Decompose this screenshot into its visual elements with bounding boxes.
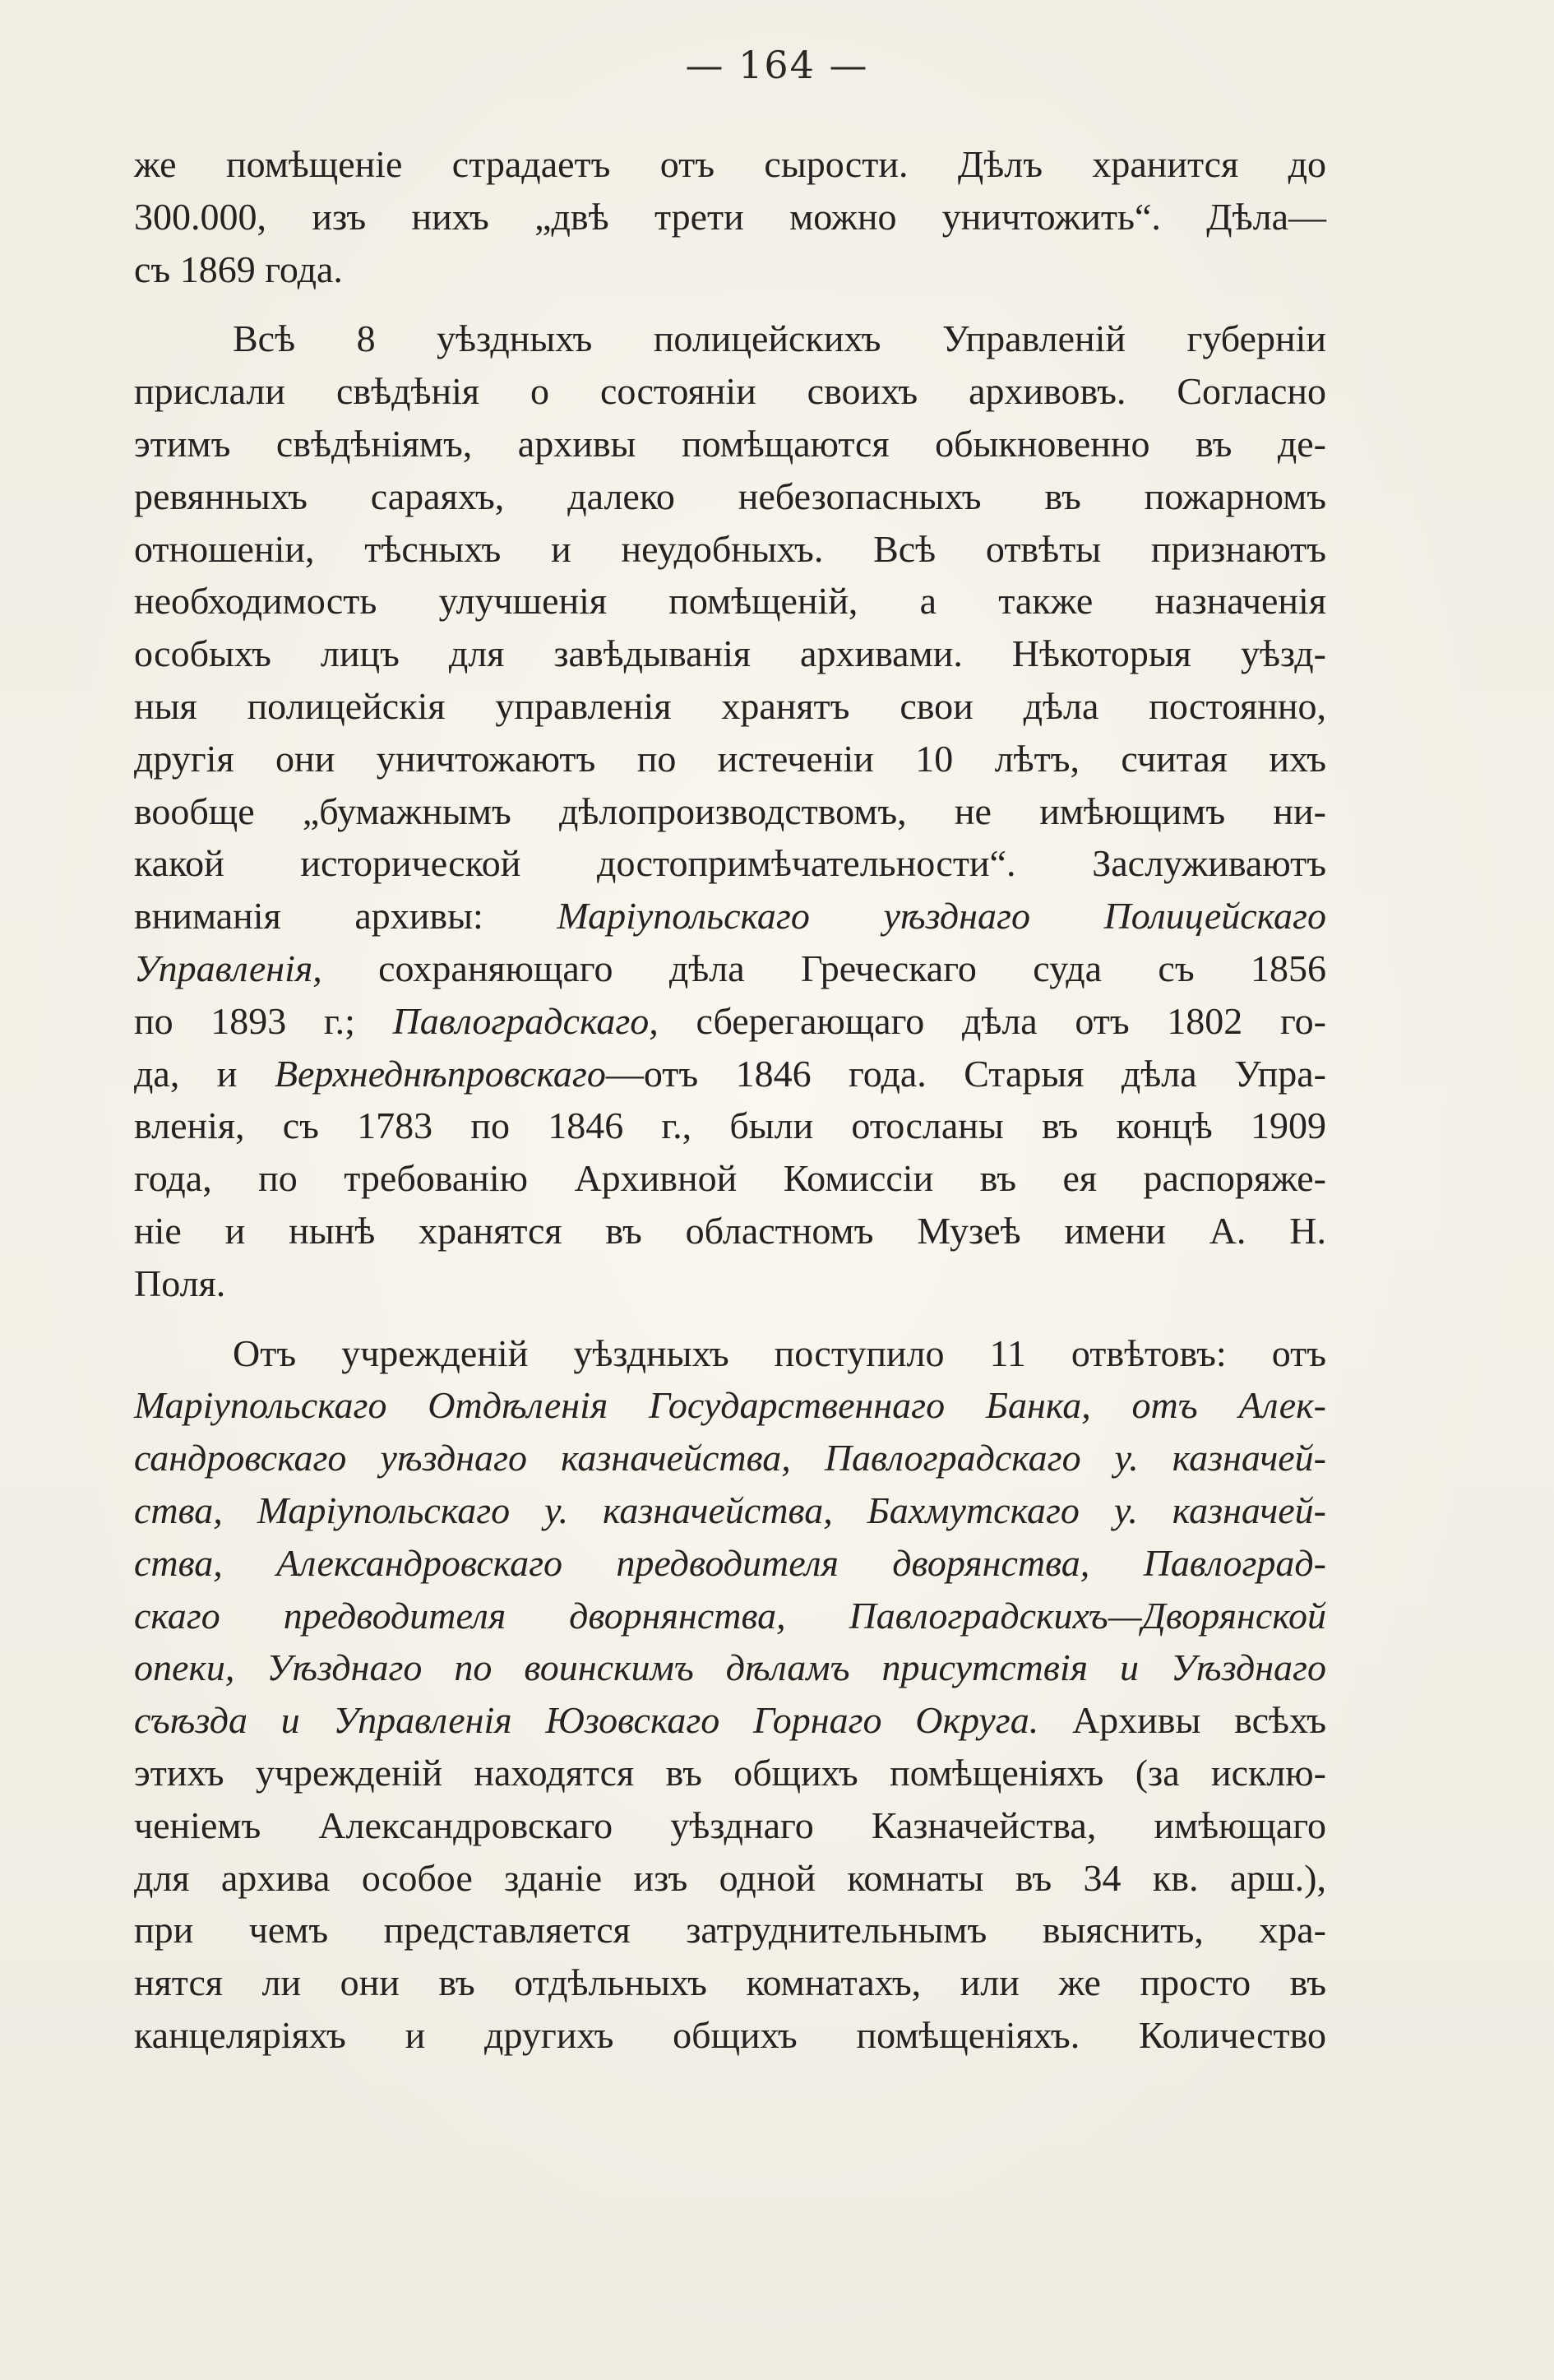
text-line: ства, Маріупольскаго у. казначейства, Бахмутскаго у. казначей- bbox=[134, 1489, 1326, 1531]
text-line: прислали свѣдѣнія о состояніи своихъ архивовъ. Согласно bbox=[134, 370, 1326, 413]
text-line: другія они уничтожаютъ по истеченіи 10 лѣтъ, считая ихъ bbox=[134, 737, 1326, 780]
text-line: съ 1869 года. bbox=[134, 248, 343, 290]
text-line: года, по требованію Архивной Комиссіи въ ея распоряже- bbox=[134, 1157, 1326, 1200]
text-line: да, и Верхнеднѣпровскаго—отъ 1846 года. Старыя дѣла Упра- bbox=[134, 1052, 1326, 1095]
text-line: какой исторической достопримѣчательности“. Заслуживаютъ bbox=[134, 842, 1326, 885]
text-line: канцеляріяхъ и другихъ общихъ помѣщеніяхъ. Количество bbox=[134, 2013, 1326, 2056]
text-line: необходимость улучшенія помѣщеній, а также назначенія bbox=[134, 580, 1326, 623]
text-line: съѣзда и Управленія Юзовскаго Горнаго Округа. Архивы всѣхъ bbox=[134, 1699, 1327, 1742]
italic-name: Верхнеднѣпровскаго bbox=[274, 1052, 606, 1095]
paragraph-1 bbox=[134, 138, 1326, 295]
italic-name: Павлоградскаго, bbox=[392, 999, 659, 1042]
text-line: скаго предводителя дворнянства, Павлоградскихъ—Дворянской bbox=[134, 1594, 1326, 1637]
text-line: Отъ учрежденій уѣздныхъ поступило 11 отвѣтовъ: отъ bbox=[233, 1331, 1326, 1374]
italic-name: съѣзда и Управленія Юзовскаго Горнаго Округа. bbox=[134, 1699, 1039, 1742]
text-line: вообще „бумажнымъ дѣлопроизводствомъ, не имѣющимъ ни- bbox=[134, 789, 1326, 832]
text-line: опеки, Уѣзднаго по воинскимъ дѣламъ присутствія и Уѣзднаго bbox=[134, 1646, 1326, 1689]
text-line: этихъ учрежденій находятся въ общихъ помѣщеніяхъ (за исклю- bbox=[134, 1751, 1326, 1794]
text-line: особыхъ лицъ для завѣдыванія архивами. Нѣкоторыя уѣзд- bbox=[134, 632, 1326, 675]
paragraph-3 bbox=[134, 1327, 1326, 2062]
text-line: ныя полицейскія управленія хранятъ свои дѣла постоянно, bbox=[134, 684, 1326, 727]
text-line: ства, Александровскаго предводителя дворянства, Павлоград- bbox=[134, 1541, 1326, 1584]
text-line: сандровскаго уѣзднаго казначейства, Павлоградскаго у. казначей- bbox=[134, 1437, 1326, 1479]
paragraph-2 bbox=[134, 313, 1326, 1309]
text-line: Поля. bbox=[134, 1262, 226, 1304]
page-number: — 164 — bbox=[685, 43, 869, 87]
text-line: вленія, съ 1783 по 1846 г., были отосланы въ концѣ 1909 bbox=[134, 1104, 1326, 1147]
text-line: этимъ свѣдѣніямъ, архивы помѣщаются обыкновенно въ де- bbox=[134, 422, 1326, 465]
text-line: ченіемъ Александровскаго уѣзднаго Казначейства, имѣющаго bbox=[134, 1804, 1326, 1846]
text-line: отношеніи, тѣсныхъ и неудобныхъ. Всѣ отвѣты признаютъ bbox=[134, 527, 1326, 570]
text-line: при чемъ представляется затруднительнымъ выяснить, хра- bbox=[134, 1909, 1326, 1952]
text-line: вниманія архивы: Маріупольскаго уѣзднаго Полицейскаго bbox=[134, 895, 1326, 938]
body-text bbox=[134, 138, 1326, 2062]
text-line: Всѣ 8 уѣздныхъ полицейскихъ Управленій губерніи bbox=[233, 317, 1326, 360]
italic-name: Управленія, bbox=[134, 947, 322, 989]
text-line: для архива особое зданіе изъ одной комнаты въ 34 кв. арш.), bbox=[134, 1856, 1326, 1899]
text-line: 300.000, изъ нихъ „двѣ трети можно уничтожить“. Дѣла— bbox=[134, 195, 1326, 238]
text-line: ревянныхъ сараяхъ, далеко небезопасныхъ въ пожарномъ bbox=[134, 475, 1326, 517]
text-line: нятся ли они въ отдѣльныхъ комнатахъ, или же просто въ bbox=[134, 1961, 1326, 2004]
text-line: же помѣщеніе страдаетъ отъ сырости. Дѣлъ хранится до bbox=[134, 143, 1326, 185]
italic-name: Маріупольскаго уѣзднаго Полицейскаго bbox=[557, 895, 1326, 938]
text-line: ніе и нынѣ хранятся въ областномъ Музеѣ имени А. Н. bbox=[134, 1209, 1326, 1252]
text-line: Управленія, сохраняющаго дѣла Греческаго суда съ 1856 bbox=[134, 947, 1326, 989]
text-line: по 1893 г.; Павлоградскаго, сберегающаго дѣла отъ 1802 го- bbox=[134, 999, 1326, 1042]
text-line: Маріупольскаго Отдѣленія Государственнаго Банка, отъ Алек- bbox=[134, 1384, 1326, 1427]
